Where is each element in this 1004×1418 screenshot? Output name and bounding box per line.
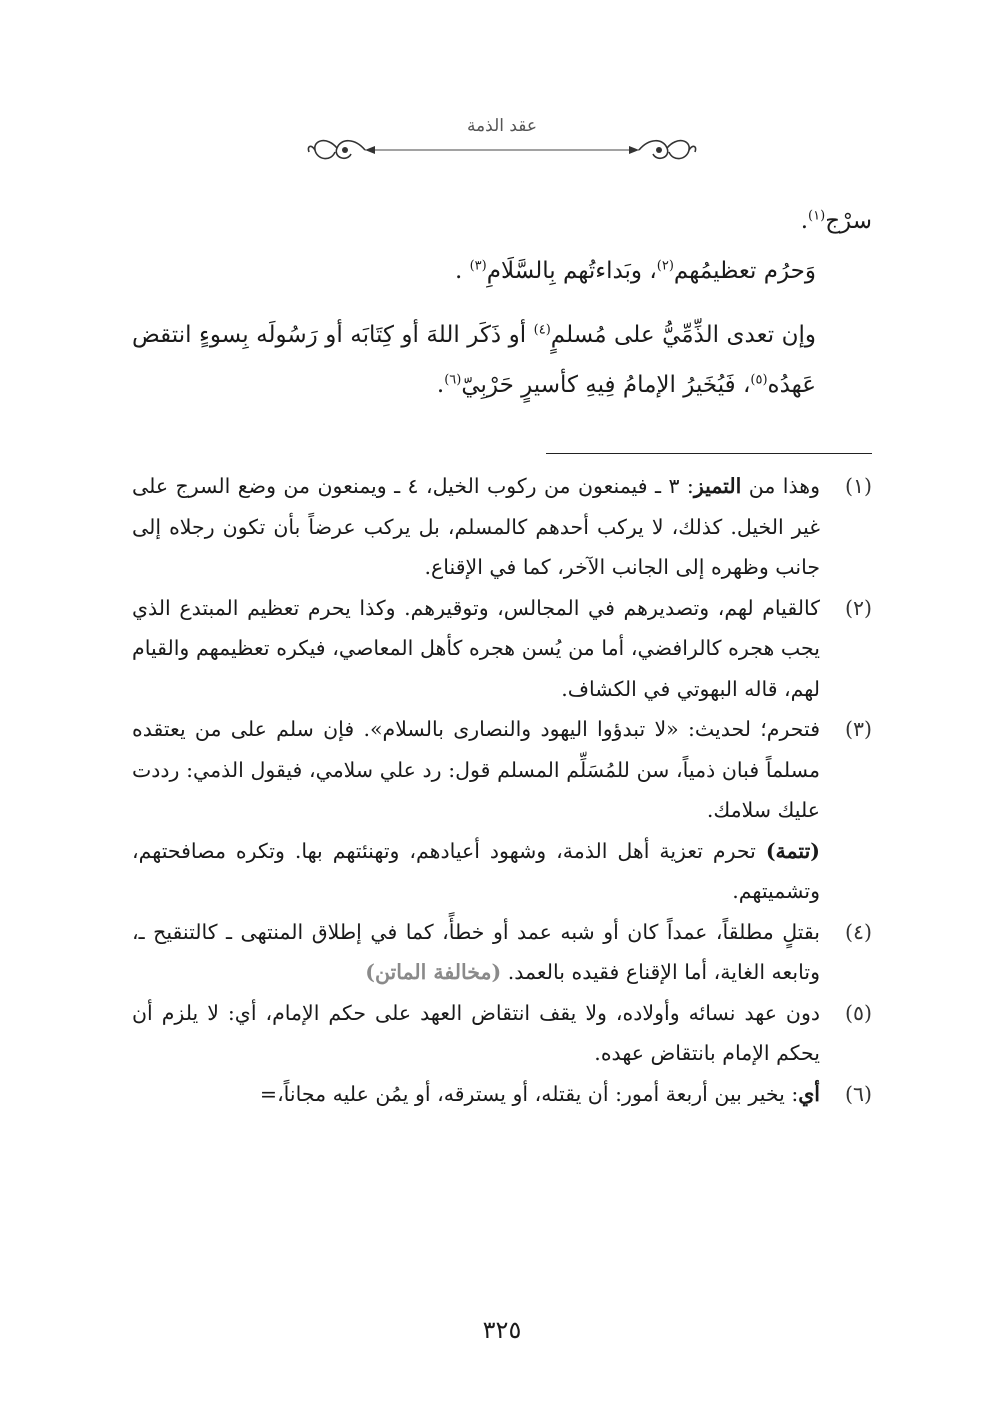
footnote-text: وهذا من التميز: ٣ ـ فيمنعون من ركوب الخيل، ٤ ـ ويمنعون من وضع السرج على غير الخيل. كذلك، لا يركب أحدهم كالمسلم، بل يركب عرضاً بأن تكون رجلاه إلى جانب وظهره إلى الجانب الآخر، كما في الإقناع. [132,474,820,579]
footnote-ref-6[interactable]: (٦) [444,372,462,388]
footnote-number: (١) [844,474,872,498]
note-tag: (مخالفة الماتن) [365,960,502,984]
footnote-text: أي: يخير بين أربعة أمور: أن يقتله، أو يسترقه، أو يمُن عليه مجاناً،= [259,1081,820,1106]
footnote-2 [132,588,872,710]
footnote-ref-3[interactable]: (٣) [469,258,487,274]
footnote-text: بقتلٍ مطلقاً، عمداً كان أو شبه عمد أو خطأً، كما في إطلاق المنتهى ـ كالتنقيح ـ، وتابعه الغاية، أما الإقناع فقيده بالعمد. (مخالفة الماتن) [132,919,820,984]
footnote-number: (٤) [844,919,872,944]
footnote-text: كالقيام لهم، وتصديرهم في المجالس، وتوقيرهم. وكذا يحرم تعظيم المبتدع الذي يجب هجره كالرافضي، أما من يُسن هجره كأهل المعاصي، فيكره تعظيمهم والقيام لهم، قاله البهوتي في الكشاف. [132,595,820,701]
footnote-ref-2[interactable]: (٢) [656,258,674,274]
keyword: التميز [693,474,742,498]
footnote-ref-4[interactable]: (٤) [533,322,551,338]
page-number: ٣٢٥ [482,1316,522,1344]
paragraph-1: سرْج$^{(١)}$. [800,208,872,234]
paragraph-3: وإن تعدى الذِّمِّيُّ على مُسلمٍ$^{(٤)}$ أو ذَكَر اللهَ أو كِتَابَه أو رَسُولَه بِسوءٍ انتقض عَهدُه$^{(٥)}$، فَيُخَيرُ الإمامُ فِيهِ كأسيرٍ حَرْبِيّ$^{(٦)}$. [132,322,816,398]
paragraph-2: وَحرُم تعظيمُهم$^{(٢)}$، وبَداءتُهم بِالسَّلَامِ$^{(٣)}$ . [454,258,816,284]
footnote-3 [132,709,872,912]
footnote-1 [132,466,872,588]
footnote-6 [132,1074,872,1115]
keyword: أي [798,1081,820,1106]
keyword: (تتمة) [765,838,820,863]
footnote-supplement: (تتمة) تحرم تعزية أهل الذمة، وشهود أعيادهم، وتهنئتهم بها. وتكره مصافحتهم، وتشميتهم. [132,838,820,903]
footnote-number: (٣) [844,717,872,741]
footnote-ref-1[interactable]: (١) [808,208,826,224]
running-header: عقد الذمة [466,116,538,136]
main-text [132,196,872,410]
footnote-5 [132,993,872,1074]
footnote-separator [546,453,872,454]
footnote-number: (٥) [844,1000,872,1025]
footnote-text: دون عهد نسائه وأولاده، ولا يقف انتقاض العهد على حكم الإمام، أي: لا يلزم أن يحكم الإمام بانتقاض عهده. [132,1000,820,1065]
footnotes [132,466,872,1114]
footnote-number: (٢) [844,595,872,620]
footnote-number: (٦) [844,1081,872,1106]
footnote-4 [132,912,872,993]
header-ornament [305,130,699,170]
footnote-ref-5[interactable]: (٥) [750,372,768,388]
footnote-text: فتحرم؛ لحديث: «لا تبدؤوا اليهود والنصارى بالسلام». فإن سلم على من يعتقده مسلماً فبان ذمياً، سن للمُسَلِّم المسلم قول: رد علي سلامي، فيقول الذمي: رددت عليك سلامك. (تتمة) تحرم تعزية أهل الذمة، وشهود أعيادهم، وتهنئتهم بها. وتكره مصافحتهم، وتشميتهم. [132,709,820,912]
